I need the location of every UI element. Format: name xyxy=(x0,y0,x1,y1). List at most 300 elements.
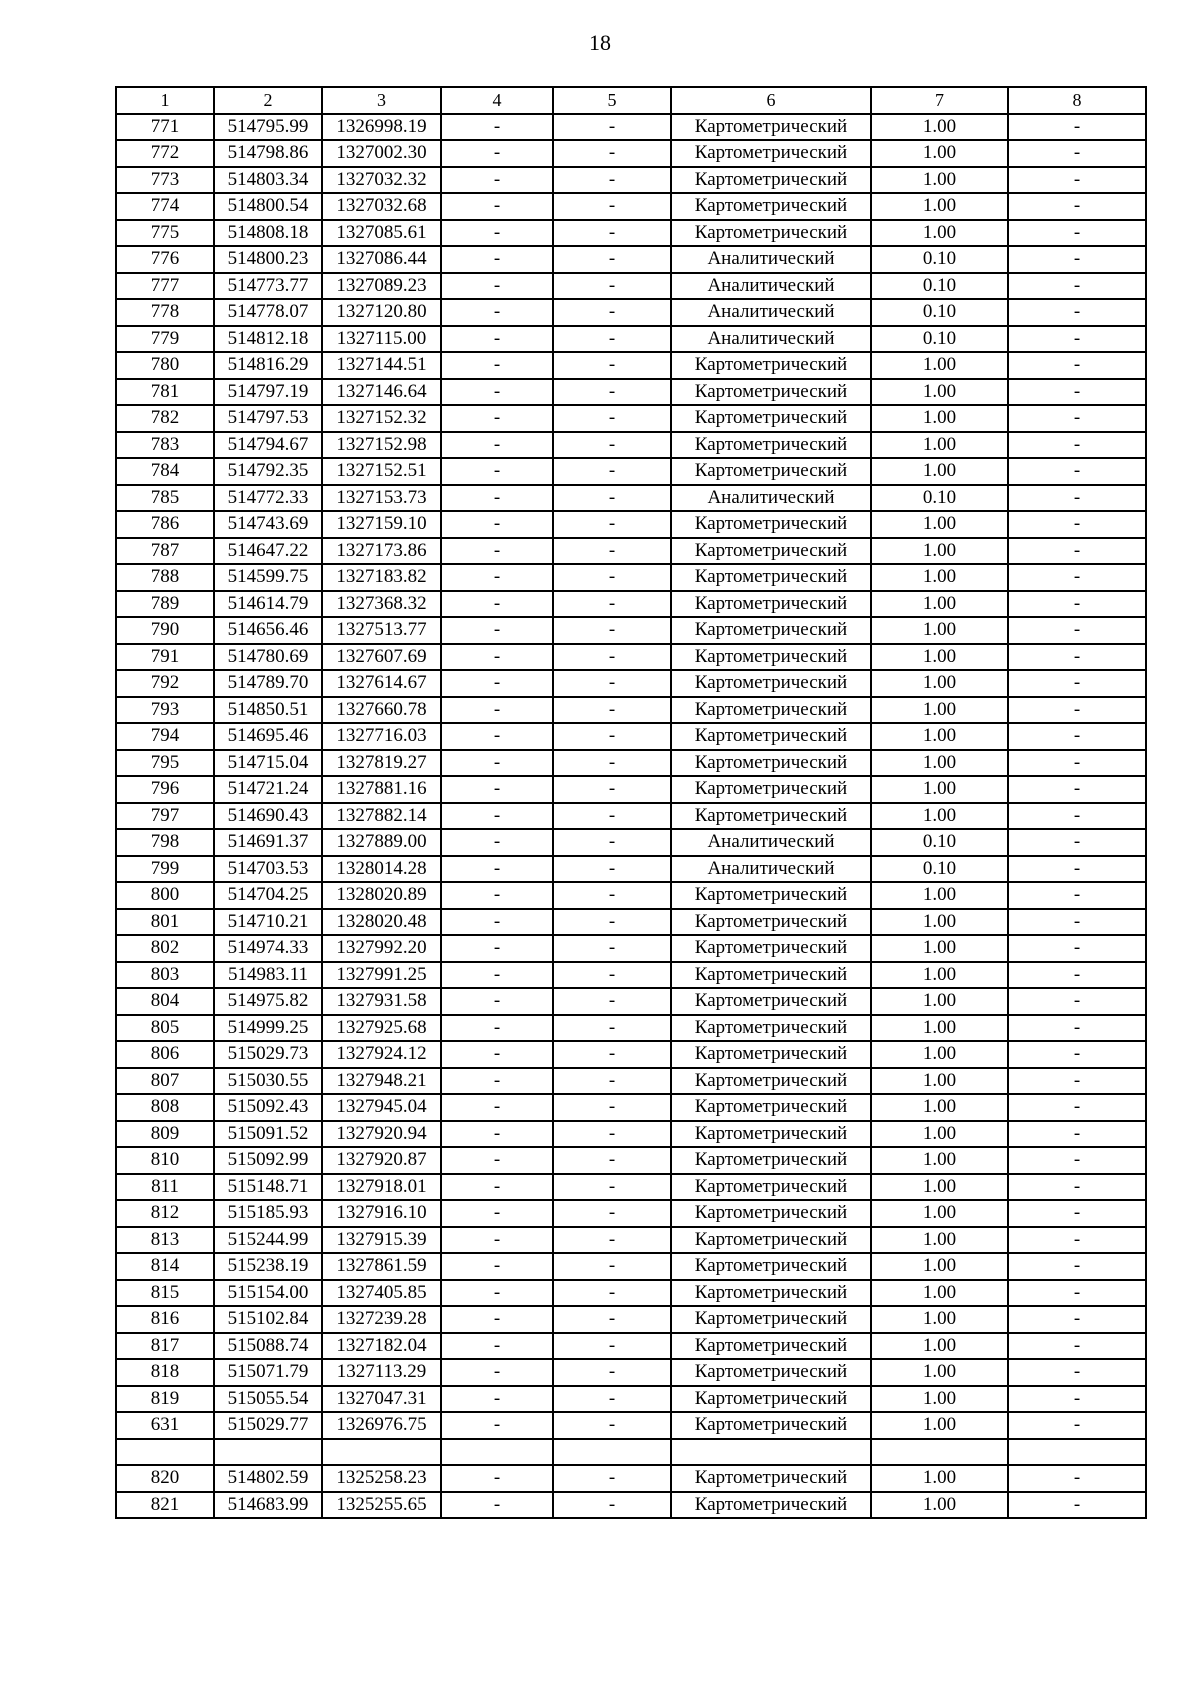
table-cell: Картометрический xyxy=(671,405,871,432)
table-cell: 786 xyxy=(116,511,214,538)
table-row xyxy=(116,299,1146,326)
table-cell: - xyxy=(441,856,553,883)
table-cell: 514800.54 xyxy=(214,193,322,220)
table-cell: 798 xyxy=(116,829,214,856)
table-cell xyxy=(553,1439,671,1466)
table-row xyxy=(116,935,1146,962)
table-cell: - xyxy=(553,564,671,591)
table-cell: 819 xyxy=(116,1386,214,1413)
column-header: 4 xyxy=(441,87,553,114)
table-cell: - xyxy=(553,882,671,909)
table-row xyxy=(116,140,1146,167)
table-cell: Картометрический xyxy=(671,1465,871,1492)
table-cell: 812 xyxy=(116,1200,214,1227)
table-cell: - xyxy=(1008,697,1146,724)
table-cell: 1325258.23 xyxy=(322,1465,441,1492)
table-cell: Картометрический xyxy=(671,352,871,379)
table-cell: 816 xyxy=(116,1306,214,1333)
table-cell: 1.00 xyxy=(871,1280,1008,1307)
table-cell: - xyxy=(1008,1412,1146,1439)
table-cell: 514743.69 xyxy=(214,511,322,538)
table-cell: - xyxy=(553,856,671,883)
table-cell: - xyxy=(553,114,671,141)
table-cell: 514974.33 xyxy=(214,935,322,962)
table-cell: - xyxy=(1008,617,1146,644)
table-cell: - xyxy=(553,776,671,803)
table-cell: 631 xyxy=(116,1412,214,1439)
table-cell: - xyxy=(441,1253,553,1280)
table-cell: 515185.93 xyxy=(214,1200,322,1227)
table-cell: - xyxy=(441,1227,553,1254)
column-header: 1 xyxy=(116,87,214,114)
table-cell: 1327239.28 xyxy=(322,1306,441,1333)
table-cell: - xyxy=(441,1174,553,1201)
table-cell: - xyxy=(441,882,553,909)
table-cell: - xyxy=(1008,1333,1146,1360)
table-cell: - xyxy=(441,1465,553,1492)
table-cell: 515148.71 xyxy=(214,1174,322,1201)
table-cell: - xyxy=(441,1200,553,1227)
table-cell: Картометрический xyxy=(671,644,871,671)
table-cell: 1327032.68 xyxy=(322,193,441,220)
table-cell: - xyxy=(1008,962,1146,989)
table-cell: - xyxy=(441,988,553,1015)
table-cell: Картометрический xyxy=(671,114,871,141)
table-cell: - xyxy=(441,1068,553,1095)
table-cell: 1.00 xyxy=(871,882,1008,909)
table-row xyxy=(116,1227,1146,1254)
table-cell: - xyxy=(441,644,553,671)
table-cell: - xyxy=(441,167,553,194)
table-cell: 1.00 xyxy=(871,1174,1008,1201)
table-cell: Картометрический xyxy=(671,962,871,989)
table-cell: 784 xyxy=(116,458,214,485)
table-cell: - xyxy=(1008,485,1146,512)
table-row xyxy=(116,273,1146,300)
table-cell: 514715.04 xyxy=(214,750,322,777)
table-cell: Картометрический xyxy=(671,1306,871,1333)
table-row xyxy=(116,1412,1146,1439)
column-header: 3 xyxy=(322,87,441,114)
table-cell: 515029.77 xyxy=(214,1412,322,1439)
table-cell: 514803.34 xyxy=(214,167,322,194)
table-cell: Картометрический xyxy=(671,1412,871,1439)
table-cell: 1.00 xyxy=(871,1041,1008,1068)
table-cell: 1.00 xyxy=(871,432,1008,459)
table-cell: 515154.00 xyxy=(214,1280,322,1307)
table-cell: 1327915.39 xyxy=(322,1227,441,1254)
table-cell: 514850.51 xyxy=(214,697,322,724)
table-cell: 1327002.30 xyxy=(322,140,441,167)
table-cell: - xyxy=(553,670,671,697)
table-cell: 788 xyxy=(116,564,214,591)
table-cell: 1.00 xyxy=(871,1147,1008,1174)
table-cell: 1327086.44 xyxy=(322,246,441,273)
table-cell: - xyxy=(553,1041,671,1068)
table-cell: Аналитический xyxy=(671,829,871,856)
table-cell: 514614.79 xyxy=(214,591,322,618)
table-row xyxy=(116,538,1146,565)
table-cell: Картометрический xyxy=(671,697,871,724)
table-cell: 515244.99 xyxy=(214,1227,322,1254)
table-cell: 807 xyxy=(116,1068,214,1095)
table-cell: Картометрический xyxy=(671,1094,871,1121)
table-cell: 802 xyxy=(116,935,214,962)
table-cell: - xyxy=(1008,1015,1146,1042)
table-cell: 1327660.78 xyxy=(322,697,441,724)
table-cell: Картометрический xyxy=(671,882,871,909)
table-cell: 1327368.32 xyxy=(322,591,441,618)
table-cell: 811 xyxy=(116,1174,214,1201)
table-cell: Картометрический xyxy=(671,1121,871,1148)
table-cell: - xyxy=(1008,750,1146,777)
column-header: 6 xyxy=(671,87,871,114)
table-cell: 810 xyxy=(116,1147,214,1174)
table-cell: - xyxy=(553,829,671,856)
table-cell: 1326976.75 xyxy=(322,1412,441,1439)
table-cell: 1327945.04 xyxy=(322,1094,441,1121)
table-cell: 782 xyxy=(116,405,214,432)
table-cell: - xyxy=(553,193,671,220)
table-row xyxy=(116,909,1146,936)
table-cell: 1327153.73 xyxy=(322,485,441,512)
table-cell: 817 xyxy=(116,1333,214,1360)
table-cell: - xyxy=(553,909,671,936)
table-cell: Картометрический xyxy=(671,167,871,194)
table-cell: - xyxy=(441,723,553,750)
table-cell: - xyxy=(441,299,553,326)
table-cell: 1.00 xyxy=(871,1015,1008,1042)
coordinates-table xyxy=(115,86,1147,1519)
table-cell: 1325255.65 xyxy=(322,1492,441,1519)
table-cell: - xyxy=(441,220,553,247)
table-cell: 774 xyxy=(116,193,214,220)
table-cell: 779 xyxy=(116,326,214,353)
table-cell: 776 xyxy=(116,246,214,273)
table-cell: 1327032.32 xyxy=(322,167,441,194)
table-cell: 514647.22 xyxy=(214,538,322,565)
table-cell: 1326998.19 xyxy=(322,114,441,141)
table-cell: 1.00 xyxy=(871,935,1008,962)
table-cell: 1328020.89 xyxy=(322,882,441,909)
table-row xyxy=(116,644,1146,671)
table-row xyxy=(116,829,1146,856)
table-cell: - xyxy=(553,379,671,406)
table-cell: 1.00 xyxy=(871,167,1008,194)
table-cell: Картометрический xyxy=(671,1253,871,1280)
table-cell: - xyxy=(553,167,671,194)
table-row xyxy=(116,379,1146,406)
table-cell: - xyxy=(1008,1359,1146,1386)
table-cell: - xyxy=(553,723,671,750)
table-cell: - xyxy=(553,458,671,485)
table-cell: Картометрический xyxy=(671,193,871,220)
table-cell: 1.00 xyxy=(871,193,1008,220)
table-cell: Картометрический xyxy=(671,1492,871,1519)
table-cell: 781 xyxy=(116,379,214,406)
table-cell: Картометрический xyxy=(671,723,871,750)
table-cell: 785 xyxy=(116,485,214,512)
table-cell: Аналитический xyxy=(671,856,871,883)
table-cell: 1327085.61 xyxy=(322,220,441,247)
table-row xyxy=(116,167,1146,194)
table-cell: - xyxy=(553,511,671,538)
table-cell: - xyxy=(1008,1200,1146,1227)
table-cell: - xyxy=(1008,405,1146,432)
table-cell: - xyxy=(1008,114,1146,141)
table-cell: 515092.99 xyxy=(214,1147,322,1174)
table-cell: - xyxy=(1008,776,1146,803)
table-cell: 1.00 xyxy=(871,220,1008,247)
table-cell: 1327931.58 xyxy=(322,988,441,1015)
table-cell: 1.00 xyxy=(871,1386,1008,1413)
table-cell xyxy=(871,1439,1008,1466)
table-cell: Картометрический xyxy=(671,140,871,167)
table-cell: 790 xyxy=(116,617,214,644)
table-cell: 514798.86 xyxy=(214,140,322,167)
table-cell: - xyxy=(553,538,671,565)
table-row xyxy=(116,1174,1146,1201)
table-cell: 0.10 xyxy=(871,326,1008,353)
table-cell xyxy=(671,1439,871,1466)
table-cell: 1327614.67 xyxy=(322,670,441,697)
table-cell: - xyxy=(1008,1227,1146,1254)
table-cell: - xyxy=(1008,326,1146,353)
table-cell: - xyxy=(1008,273,1146,300)
table-cell: - xyxy=(1008,246,1146,273)
table-cell: Аналитический xyxy=(671,299,871,326)
table-cell: - xyxy=(441,273,553,300)
table-cell: - xyxy=(1008,1068,1146,1095)
table-cell: 1327918.01 xyxy=(322,1174,441,1201)
table-cell: - xyxy=(553,432,671,459)
table-cell: 514983.11 xyxy=(214,962,322,989)
table-cell: - xyxy=(441,962,553,989)
table-cell: 1327183.82 xyxy=(322,564,441,591)
table-row xyxy=(116,1147,1146,1174)
table-cell: - xyxy=(441,1147,553,1174)
table-cell: - xyxy=(441,1121,553,1148)
table-cell: - xyxy=(441,1412,553,1439)
table-row xyxy=(116,1306,1146,1333)
table-cell: 1.00 xyxy=(871,803,1008,830)
table-cell: Картометрический xyxy=(671,909,871,936)
table-cell: Картометрический xyxy=(671,803,871,830)
table-cell: - xyxy=(441,564,553,591)
table-cell xyxy=(116,1439,214,1466)
table-cell: 514721.24 xyxy=(214,776,322,803)
table-row xyxy=(116,1094,1146,1121)
table-cell: 514710.21 xyxy=(214,909,322,936)
table-cell: - xyxy=(441,326,553,353)
table-cell: 1.00 xyxy=(871,644,1008,671)
table-cell: - xyxy=(1008,882,1146,909)
table-cell: - xyxy=(441,140,553,167)
table-cell: 1327159.10 xyxy=(322,511,441,538)
table-cell: 515071.79 xyxy=(214,1359,322,1386)
table-cell: Аналитический xyxy=(671,485,871,512)
table-cell: - xyxy=(553,1306,671,1333)
table-cell: 515029.73 xyxy=(214,1041,322,1068)
table-cell: - xyxy=(553,1253,671,1280)
table-cell: 1327861.59 xyxy=(322,1253,441,1280)
table-cell: 1327047.31 xyxy=(322,1386,441,1413)
column-header: 7 xyxy=(871,87,1008,114)
table-cell: 1.00 xyxy=(871,776,1008,803)
table-cell: 514800.23 xyxy=(214,246,322,273)
table-cell: - xyxy=(553,485,671,512)
table-cell: 793 xyxy=(116,697,214,724)
table-cell: - xyxy=(441,1041,553,1068)
table-cell: 1.00 xyxy=(871,405,1008,432)
table-row xyxy=(116,1359,1146,1386)
table-row xyxy=(116,1253,1146,1280)
table-row xyxy=(116,1015,1146,1042)
table-cell: 775 xyxy=(116,220,214,247)
table-row xyxy=(116,458,1146,485)
table-cell: 797 xyxy=(116,803,214,830)
table-cell: 820 xyxy=(116,1465,214,1492)
table-cell: - xyxy=(553,1147,671,1174)
table-cell: - xyxy=(441,379,553,406)
table-cell: 814 xyxy=(116,1253,214,1280)
table-cell: Картометрический xyxy=(671,670,871,697)
table-cell xyxy=(1008,1439,1146,1466)
table-cell: 1.00 xyxy=(871,379,1008,406)
table-cell: - xyxy=(441,776,553,803)
table-cell: 1327920.87 xyxy=(322,1147,441,1174)
table-cell: 799 xyxy=(116,856,214,883)
table-cell: - xyxy=(1008,1492,1146,1519)
table-cell: - xyxy=(553,644,671,671)
table-cell: - xyxy=(553,962,671,989)
table-cell: 514691.37 xyxy=(214,829,322,856)
table-cell: - xyxy=(1008,379,1146,406)
table-cell: 1.00 xyxy=(871,697,1008,724)
table-row xyxy=(116,803,1146,830)
table-cell: - xyxy=(553,299,671,326)
table-cell: 773 xyxy=(116,167,214,194)
table-cell: - xyxy=(441,1333,553,1360)
table-cell: Аналитический xyxy=(671,326,871,353)
table-cell: - xyxy=(553,617,671,644)
table-row xyxy=(116,1200,1146,1227)
table-cell: 787 xyxy=(116,538,214,565)
table-cell: Картометрический xyxy=(671,1174,871,1201)
table-cell: 791 xyxy=(116,644,214,671)
table-row xyxy=(116,1333,1146,1360)
table-cell: 1.00 xyxy=(871,1465,1008,1492)
table-cell: 1328014.28 xyxy=(322,856,441,883)
table-row xyxy=(116,617,1146,644)
table-cell: Картометрический xyxy=(671,511,871,538)
table-cell: 514808.18 xyxy=(214,220,322,247)
table-cell: 0.10 xyxy=(871,273,1008,300)
table-cell: - xyxy=(1008,723,1146,750)
table-cell: 1327920.94 xyxy=(322,1121,441,1148)
table-cell: Картометрический xyxy=(671,617,871,644)
table-cell: - xyxy=(441,352,553,379)
table-cell: - xyxy=(441,485,553,512)
table-cell: - xyxy=(553,1227,671,1254)
table-cell: 796 xyxy=(116,776,214,803)
table-row xyxy=(116,1386,1146,1413)
table-cell: - xyxy=(553,1280,671,1307)
table-cell: - xyxy=(1008,140,1146,167)
table-cell: Картометрический xyxy=(671,776,871,803)
table-cell: Картометрический xyxy=(671,591,871,618)
table-cell: Картометрический xyxy=(671,432,871,459)
table-cell: 813 xyxy=(116,1227,214,1254)
table-cell: 804 xyxy=(116,988,214,1015)
table-cell: 1327113.29 xyxy=(322,1359,441,1386)
table-cell: 1.00 xyxy=(871,1492,1008,1519)
table-cell: 1.00 xyxy=(871,458,1008,485)
table-cell: Картометрический xyxy=(671,988,871,1015)
table-cell: - xyxy=(553,1094,671,1121)
table-row xyxy=(116,193,1146,220)
table-cell: 514772.33 xyxy=(214,485,322,512)
table-row xyxy=(116,352,1146,379)
table-cell: Картометрический xyxy=(671,379,871,406)
table-cell: - xyxy=(1008,299,1146,326)
table-cell: 1.00 xyxy=(871,962,1008,989)
table-cell: - xyxy=(553,1492,671,1519)
column-header: 2 xyxy=(214,87,322,114)
table-cell: 514797.19 xyxy=(214,379,322,406)
table-cell: 0.10 xyxy=(871,856,1008,883)
table-cell: 1327948.21 xyxy=(322,1068,441,1095)
table-cell: - xyxy=(441,803,553,830)
table-row xyxy=(116,246,1146,273)
table-cell: - xyxy=(441,1280,553,1307)
table-cell: Картометрический xyxy=(671,1015,871,1042)
table-cell: - xyxy=(553,988,671,1015)
table-cell: 778 xyxy=(116,299,214,326)
table-cell: 789 xyxy=(116,591,214,618)
table-row xyxy=(116,1068,1146,1095)
table-cell: - xyxy=(441,1015,553,1042)
table-cell: - xyxy=(441,697,553,724)
table-cell: - xyxy=(1008,591,1146,618)
table-cell: - xyxy=(441,1359,553,1386)
table-cell: 805 xyxy=(116,1015,214,1042)
table-cell: - xyxy=(1008,1147,1146,1174)
table-cell: 0.10 xyxy=(871,829,1008,856)
table-cell: Картометрический xyxy=(671,458,871,485)
table-cell: - xyxy=(553,591,671,618)
table-cell: 1327173.86 xyxy=(322,538,441,565)
table-cell: 777 xyxy=(116,273,214,300)
table-row xyxy=(116,511,1146,538)
table-cell: 1.00 xyxy=(871,723,1008,750)
table-cell: 514794.67 xyxy=(214,432,322,459)
table-row xyxy=(116,1121,1146,1148)
table-cell: - xyxy=(441,458,553,485)
table-cell: 514704.25 xyxy=(214,882,322,909)
table-cell: 1.00 xyxy=(871,1227,1008,1254)
table-cell: 818 xyxy=(116,1359,214,1386)
table-cell: 1327115.00 xyxy=(322,326,441,353)
table-cell: - xyxy=(441,432,553,459)
table-cell: 514975.82 xyxy=(214,988,322,1015)
table-row xyxy=(116,1439,1146,1466)
table-cell: - xyxy=(1008,909,1146,936)
table-cell: - xyxy=(553,1200,671,1227)
table-cell: 1327924.12 xyxy=(322,1041,441,1068)
table-row xyxy=(116,962,1146,989)
table-cell: - xyxy=(441,1386,553,1413)
